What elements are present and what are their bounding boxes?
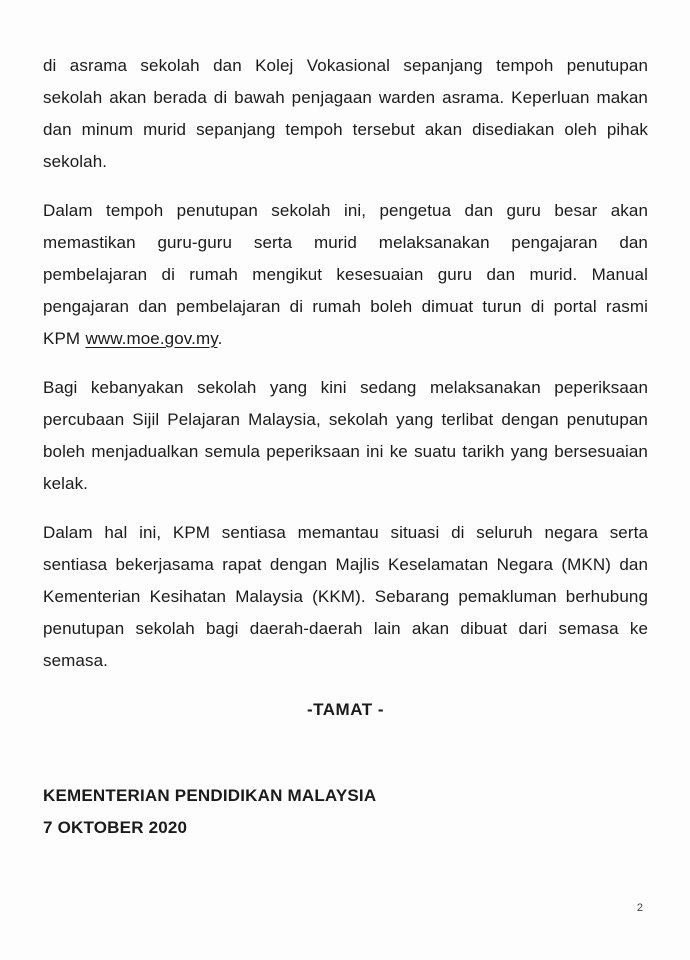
- paragraph-text: Dalam tempoh penutupan sekolah ini, pengetua dan guru besar akan memastikan guru-guru serta murid melaksanakan pengajaran dan pembelajaran di rumah mengikut kesesuaian guru dan murid. Manual pengajaran dan pembelajaran di rumah boleh dimuat turun di portal rasmi KPM: [43, 201, 648, 348]
- paragraph-monitoring: Dalam hal ini, KPM sentiasa memantau situasi di seluruh negara serta sentiasa bekerjasama rapat dengan Majlis Keselamatan Negara (MKN) dan Kementerian Kesihatan Malaysia (KKM). Sebarang pemakluman berhubung penutupan sekolah bagi daerah-daerah lain akan dibuat dari semasa ke semasa.: [43, 523, 648, 670]
- page-number: 2: [636, 902, 643, 914]
- paragraph-exam-reschedule: Bagi kebanyakan sekolah yang kini sedang melaksanakan peperiksaan percubaan Sijil Pelajaran Malaysia, sekolah yang terlibat dengan penutupan boleh menjadualkan semula peperiksaan ini ke suatu tarikh yang bersesuaian kelak.: [43, 378, 648, 493]
- end-marker: -TAMAT -: [306, 700, 384, 719]
- paragraph-home-learning: [43, 195, 648, 355]
- document-body: [43, 50, 648, 844]
- signature-block: [43, 780, 648, 844]
- paragraph-text: .: [217, 329, 223, 348]
- moe-portal-link[interactable]: www.moe.gov.my: [85, 329, 218, 348]
- paragraph-hostel-care: di asrama sekolah dan Kolej Vokasional sepanjang tempoh penutupan sekolah akan berada di bawah penjagaan warden asrama. Keperluan makan dan minum murid sepanjang tempoh tersebut akan disediakan oleh pihak sekolah.: [43, 56, 648, 171]
- document-date: 7 OKTOBER 2020: [43, 818, 188, 837]
- ministry-name: KEMENTERIAN PENDIDIKAN MALAYSIA: [43, 786, 377, 805]
